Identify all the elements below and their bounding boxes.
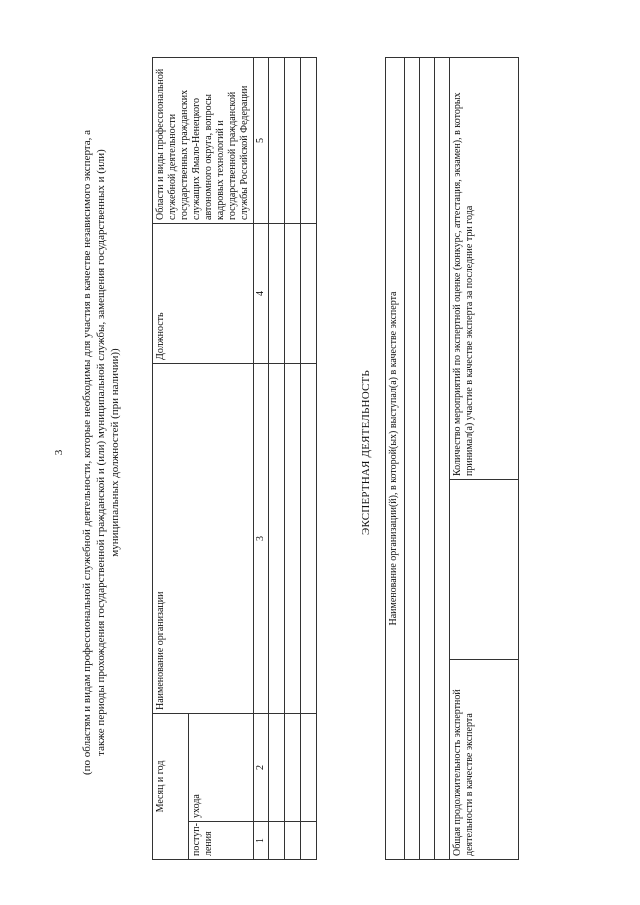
areas-header: Области и виды профессиональной служебной деятельности государственных гражданских служащих Ямало-Ненецкого автономного округа, вопросы кадровых технологий и государственной гражданской службы Российской Федерации <box>153 58 254 224</box>
column-number: 4 <box>254 224 269 364</box>
table-row <box>285 58 301 860</box>
expert-duration-label: Общая продолжительность экспертной деятельности в качестве эксперта <box>450 660 519 860</box>
page-number: 3 <box>53 449 65 456</box>
career-table <box>152 57 317 860</box>
column-number: 1 <box>254 822 269 860</box>
table-row <box>435 58 450 860</box>
expert-count-label: Количество мероприятий по экспертной оценке (конкурс, аттестация, экзамен), в которых принимал(а) участие в качестве эксперта за последние три года <box>450 58 519 480</box>
position-header: Должность <box>153 224 254 364</box>
section-title: ЭКСПЕРТНАЯ ДЕЯТЕЛЬНОСТЬ <box>360 370 372 535</box>
column-number: 5 <box>254 58 269 224</box>
expert-table <box>385 57 519 860</box>
note-line-3: муниципальных должностей (при наличии)) <box>109 348 121 557</box>
note-line-1: (по областям и видам профессиональной служебной деятельности, которые необходимы для участия в качестве независимого эксперта, а <box>81 129 93 776</box>
note-paragraph <box>80 40 122 865</box>
entry-header: поступ-ления <box>189 822 254 860</box>
table-row <box>301 58 317 860</box>
table-row <box>269 58 285 860</box>
column-number: 3 <box>254 364 269 714</box>
month-year-header: Месяц и год <box>153 714 189 860</box>
column-number: 2 <box>254 714 269 822</box>
expert-org-header: Наименование организации(й), в которой(ых) выступал(а) в качестве эксперта <box>386 58 405 860</box>
table-row <box>405 58 420 860</box>
note-line-2: также периоды прохождения государственной гражданской и (или) муниципальной службы, замещения государственных и (или) <box>95 149 107 756</box>
exit-header: ухода <box>189 714 254 822</box>
table-row <box>420 58 435 860</box>
expert-duration-value <box>450 480 519 660</box>
organization-header: Наименование организации <box>153 364 254 714</box>
column-numbers-row <box>254 58 269 860</box>
